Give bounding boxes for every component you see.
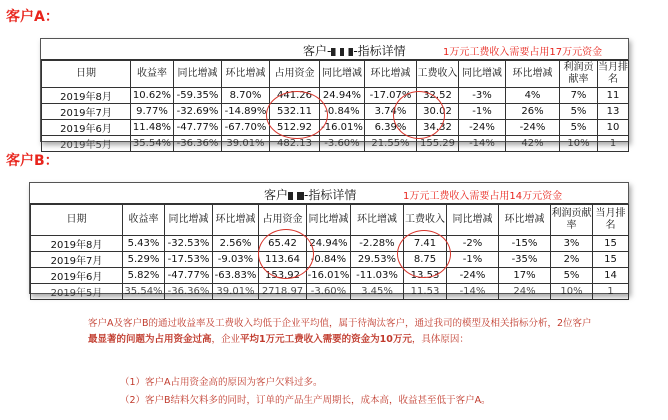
table-cell: 39.01% xyxy=(213,284,259,300)
table-cell: 24% xyxy=(499,284,551,300)
table-cell: 15 xyxy=(593,236,629,252)
table-row xyxy=(42,88,629,104)
table-cell: 2% xyxy=(551,252,593,268)
table-cell: 14 xyxy=(593,268,629,284)
table-cell: -35% xyxy=(499,252,551,268)
col-header: 日期 xyxy=(42,61,131,88)
table-cell: -3% xyxy=(459,88,506,104)
table-cell: -14.89% xyxy=(222,104,270,120)
table-cell: 30.02 xyxy=(417,104,459,120)
col-header: 占用资金 xyxy=(259,205,307,236)
table-cell: 9.77% xyxy=(131,104,174,120)
col-header: 当月排名 xyxy=(598,61,629,88)
customer-b-note: 1万元工费收入需要占用14万元资金 xyxy=(403,191,563,202)
table-cell: 2718.97 xyxy=(259,284,307,300)
table-cell: -17.07% xyxy=(365,88,417,104)
highlight-circle-revenue-b xyxy=(397,230,451,278)
col-header: 同比增减 xyxy=(459,61,506,88)
col-header: 环比增减 xyxy=(222,61,270,88)
col-header: 环比增减 xyxy=(351,205,404,236)
col-header: 占用资金 xyxy=(270,61,320,88)
table-cell: -59.35% xyxy=(174,88,222,104)
col-header: 收益率 xyxy=(123,205,165,236)
highlight-circle-funds-a xyxy=(266,91,328,139)
table-cell: 10% xyxy=(560,136,598,152)
table-cell: 8.70% xyxy=(222,88,270,104)
table-cell: 35.54% xyxy=(131,136,174,152)
table-cell: 113.64 xyxy=(259,252,307,268)
customer-a-note: 1万元工费收入需要占用17万元资金 xyxy=(443,47,603,58)
table-cell: 3% xyxy=(551,236,593,252)
customer-a-label: 客户A： xyxy=(6,9,59,25)
summary-item-2: （2）客户B结料欠料多的同时，订单的产品生产周期长，成本高，收益甚至低于客户A。 xyxy=(120,395,491,406)
table-cell: 13 xyxy=(598,104,629,120)
col-header: 环比增减 xyxy=(213,205,259,236)
table-cell: 4% xyxy=(506,88,560,104)
customer-b-panel xyxy=(29,182,629,299)
table-cell: -36.36% xyxy=(165,284,213,300)
table-cell: 17% xyxy=(499,268,551,284)
table-cell: -67.70% xyxy=(222,120,270,136)
table-cell: 8.75 xyxy=(404,252,447,268)
table-cell: 2019年5月 xyxy=(42,136,131,152)
table-cell: 5.82% xyxy=(123,268,165,284)
table-cell: -16.01% xyxy=(307,268,351,284)
col-header: 收益率 xyxy=(131,61,174,88)
header-row xyxy=(31,205,629,236)
table-cell: -14% xyxy=(459,136,506,152)
table-cell: -32.69% xyxy=(174,104,222,120)
redacted-mark xyxy=(288,192,304,200)
customer-b-label: 客户B： xyxy=(6,153,59,169)
table-cell: 15 xyxy=(593,252,629,268)
table-cell: -47.77% xyxy=(174,120,222,136)
summary-item-1: （1）客户A占用资金高的原因为客户欠料过多。 xyxy=(120,377,323,388)
table-cell: 5% xyxy=(560,104,598,120)
table-cell: 3.45% xyxy=(351,284,404,300)
table-cell: -32.53% xyxy=(165,236,213,252)
table-cell: -3.60% xyxy=(320,136,365,152)
table-cell: 39.01% xyxy=(222,136,270,152)
table-cell: 5.43% xyxy=(123,236,165,252)
table-cell: -2% xyxy=(447,236,499,252)
customer-a-table xyxy=(41,60,629,152)
table-cell: 5% xyxy=(551,268,593,284)
table-cell: 24.94% xyxy=(307,236,351,252)
table-cell: -0.84% xyxy=(307,252,351,268)
table-row xyxy=(42,104,629,120)
table-row xyxy=(31,236,629,252)
summary-paragraph: 客户A及客户B的通过收益率及工费收入均低于企业平均值，属于待淘汰客户，通过我司的模型及相关指标分析，2位客户最显著的问题为占用资金过高，企业平均1万元工费收入需要的资金为10万元，具体原因： xyxy=(88,318,592,345)
col-header: 当月排名 xyxy=(593,205,629,236)
table-row-cut xyxy=(42,136,629,152)
table-cell: -3.60% xyxy=(307,284,351,300)
table-cell: 1 xyxy=(598,136,629,152)
table-cell: 1 xyxy=(593,284,629,300)
customer-a-title: 客户- -指标详情 xyxy=(303,44,406,58)
table-cell: -17.53% xyxy=(165,252,213,268)
col-header: 同比增减 xyxy=(174,61,222,88)
col-header: 同比增减 xyxy=(447,205,499,236)
table-cell: 2.56% xyxy=(213,236,259,252)
col-header: 工费收入 xyxy=(404,205,447,236)
table-cell: -9.03% xyxy=(213,252,259,268)
table-cell: -24% xyxy=(447,268,499,284)
table-cell: -11.03% xyxy=(351,268,404,284)
customer-b-table xyxy=(30,204,629,300)
col-header: 利润贡献率 xyxy=(560,61,598,88)
table-cell: -24% xyxy=(506,120,560,136)
col-header: 同比增减 xyxy=(320,61,365,88)
table-cell: 35.54% xyxy=(123,284,165,300)
table-cell: 24.94% xyxy=(320,88,365,104)
customer-b-title: 客户 -指标详情 xyxy=(264,188,357,202)
table-cell: -2.28% xyxy=(351,236,404,252)
table-cell: -15% xyxy=(499,236,551,252)
table-cell: 512.92 xyxy=(270,120,320,136)
table-cell: -0.84% xyxy=(320,104,365,120)
table-cell: 5% xyxy=(560,120,598,136)
customer-a-title-bar xyxy=(41,39,628,60)
table-cell: 42% xyxy=(506,136,560,152)
col-header: 环比增减 xyxy=(365,61,417,88)
table-row xyxy=(31,268,629,284)
col-header: 利润贡献率 xyxy=(551,205,593,236)
table-row-cut xyxy=(31,284,629,300)
col-header: 工费收入 xyxy=(417,61,459,88)
table-cell: 10 xyxy=(598,120,629,136)
col-header: 环比增减 xyxy=(499,205,551,236)
table-cell: 482.13 xyxy=(270,136,320,152)
customer-a-panel xyxy=(40,38,629,151)
table-cell: -24% xyxy=(459,120,506,136)
col-header: 同比增减 xyxy=(165,205,213,236)
table-cell: 34.32 xyxy=(417,120,459,136)
table-cell: 7% xyxy=(560,88,598,104)
table-cell: 65.42 xyxy=(259,236,307,252)
highlight-circle-revenue-a xyxy=(393,91,445,139)
header-row xyxy=(42,61,629,88)
table-cell: 10% xyxy=(551,284,593,300)
table-cell: 441.26 xyxy=(270,88,320,104)
table-cell: 32.52 xyxy=(417,88,459,104)
table-cell: 2019年8月 xyxy=(31,236,123,252)
table-cell: 5.29% xyxy=(123,252,165,268)
highlight-circle-funds-b xyxy=(258,229,314,279)
col-header: 环比增减 xyxy=(506,61,560,88)
table-cell: -14% xyxy=(447,284,499,300)
table-cell: -16.01% xyxy=(320,120,365,136)
table-cell: 11.48% xyxy=(131,120,174,136)
table-cell: 155.29 xyxy=(417,136,459,152)
table-cell: -36.36% xyxy=(174,136,222,152)
table-cell: -47.77% xyxy=(165,268,213,284)
table-cell: 2019年6月 xyxy=(31,268,123,284)
customer-b-title-bar xyxy=(30,183,628,204)
table-cell: -63.83% xyxy=(213,268,259,284)
col-header: 日期 xyxy=(31,205,123,236)
redacted-mark xyxy=(331,48,353,56)
col-header: 同比增减 xyxy=(307,205,351,236)
table-cell: 11.53 xyxy=(404,284,447,300)
table-cell: 21.55% xyxy=(365,136,417,152)
table-cell: 13.53 xyxy=(404,268,447,284)
table-row xyxy=(42,120,629,136)
table-cell: -1% xyxy=(447,252,499,268)
table-cell: 2019年8月 xyxy=(42,88,131,104)
table-cell: 6.39% xyxy=(365,120,417,136)
table-row xyxy=(31,252,629,268)
table-cell: 26% xyxy=(506,104,560,120)
table-cell: 153.92 xyxy=(259,268,307,284)
table-cell: 3.74% xyxy=(365,104,417,120)
table-cell: 2019年7月 xyxy=(42,104,131,120)
table-cell: 2019年7月 xyxy=(31,252,123,268)
summary-highlight-1: 最显著的问题为占用资金过高 xyxy=(88,334,212,345)
table-cell: 7.41 xyxy=(404,236,447,252)
table-cell: 11 xyxy=(598,88,629,104)
table-cell: 2019年5月 xyxy=(31,284,123,300)
summary-highlight-2: 平均1万元工费收入需要的资金为10万元 xyxy=(240,334,412,345)
table-cell: 10.62% xyxy=(131,88,174,104)
table-cell: 29.53% xyxy=(351,252,404,268)
table-cell: 532.11 xyxy=(270,104,320,120)
table-cell: 2019年6月 xyxy=(42,120,131,136)
table-cell: -1% xyxy=(459,104,506,120)
